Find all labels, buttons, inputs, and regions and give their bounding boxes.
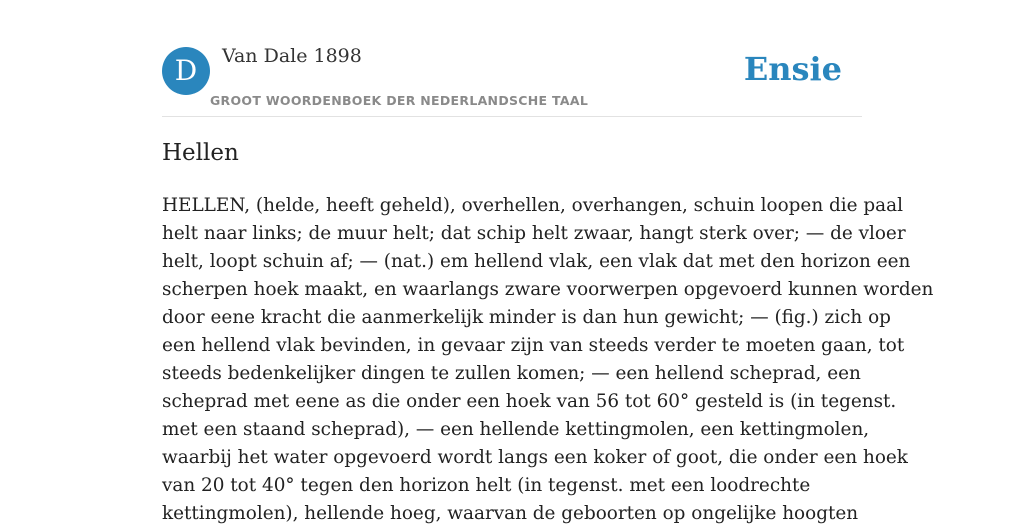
definition-line: waarbij het water opgevoerd wordt langs een koker of goot, die onder een hoek — [162, 447, 908, 468]
definition-line: helt naar links; de muur helt; dat schip helt zwaar, hangt sterk over; — de vloer — [162, 223, 906, 244]
entry-page — [162, 0, 934, 524]
definition-line: met een staand scheprad), — een hellende kettingmolen, een kettingmolen, — [162, 419, 870, 440]
definition-line: door eene kracht die aanmerkelijk minder is dan hun gewicht; — (fig.) zich op — [162, 307, 891, 328]
definition-line: scheprad met eene as die onder een hoek van 56 tot 60° gesteld is (in tegenst. — [162, 391, 897, 412]
dictionary-subtitle: GROOT WOORDENBOEK DER NEDERLANDSCHE TAAL — [210, 93, 589, 108]
definition-line: scherpen hoek maakt, en waarlangs zware voorwerpen opgevoerd kunnen worden — [162, 279, 934, 300]
ensie-brand-logo[interactable]: Ensie — [743, 50, 842, 88]
entry-headword: Hellen — [162, 140, 239, 166]
definition-line: een hellend vlak bevinden, in gevaar zijn van steeds verder te moeten gaan, tot — [162, 335, 905, 356]
definition-line: HELLEN, (helde, heeft geheld), overhellen, overhangen, schuin loopen die paal — [162, 195, 903, 216]
definition-line: kettingmolen), hellende hoeg, waarvan de geboorten op ongelijke hoogten — [162, 503, 859, 524]
entry-definition — [162, 192, 934, 528]
dictionary-logo[interactable]: D — [162, 47, 210, 95]
definition-line: steeds bedenkelijker dingen te zullen komen; — een hellend scheprad, een — [162, 363, 861, 384]
dictionary-title[interactable]: Van Dale 1898 — [222, 45, 362, 67]
definition-line: van 20 tot 40° tegen den horizon helt (in tegenst. met een loodrechte — [162, 475, 811, 496]
definition-line: helt, loopt schuin af; — (nat.) em hellend vlak, een vlak dat met den horizon een — [162, 251, 911, 272]
dictionary-header — [162, 0, 862, 117]
